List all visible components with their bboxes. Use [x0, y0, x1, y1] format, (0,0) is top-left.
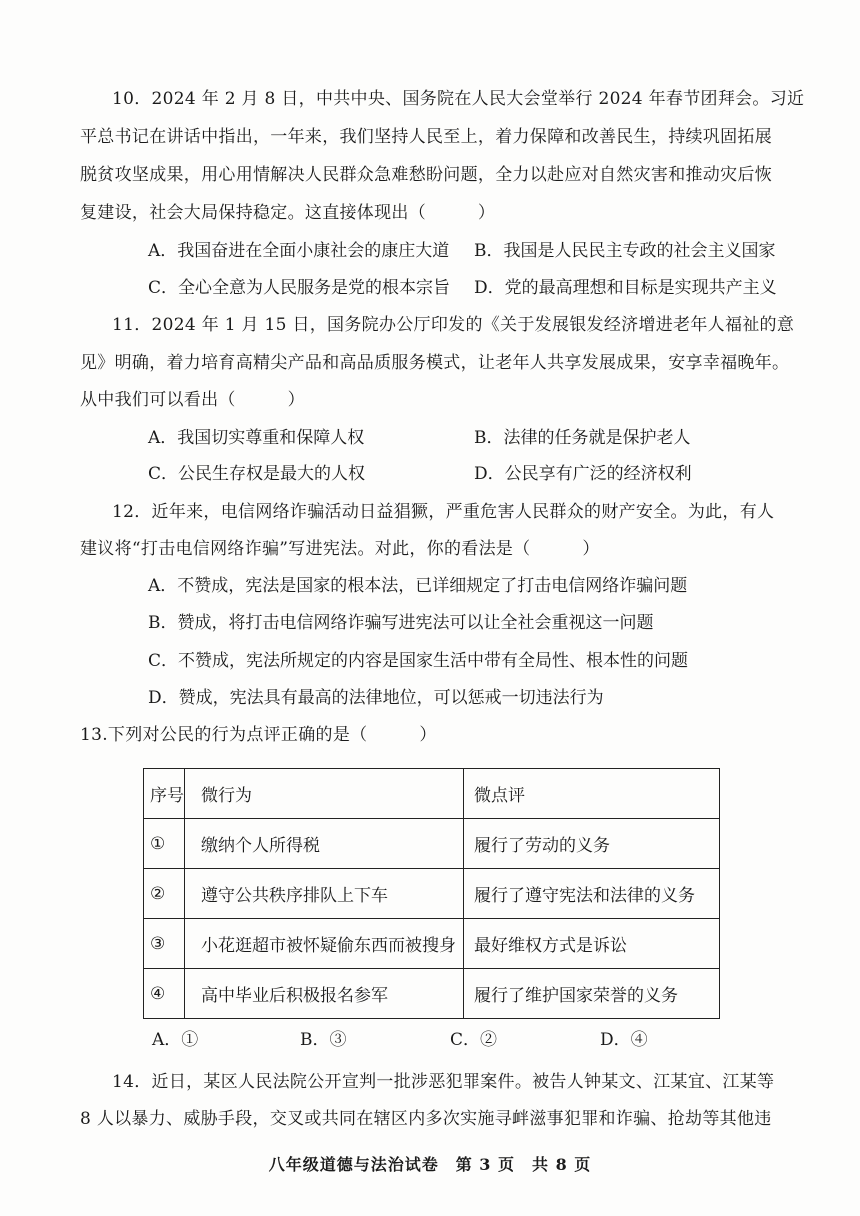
- question-10-option-c: C．全心全意为人民服务是党的根本宗旨: [148, 278, 451, 298]
- table-row: [144, 869, 720, 919]
- question-13-option-a: A．①: [152, 1030, 199, 1050]
- question-12-option-a: A．不赞成，宪法是国家的根本法，已详细规定了打击电信网络诈骗问题: [148, 576, 688, 596]
- question-10-option-b: B．我国是人民民主专政的社会主义国家: [474, 241, 776, 261]
- table-row: [144, 819, 720, 869]
- question-10-line-4: 复建设，社会大局保持稳定。这直接体现出（ ）: [80, 203, 496, 223]
- table-header-cell: 微行为: [185, 769, 464, 819]
- table-cell: 缴纳个人所得税: [185, 819, 464, 869]
- table-header-cell: 序号: [144, 769, 185, 819]
- page-footer: 八年级道德与法治试卷 第 3 页 共 8 页: [268, 1155, 592, 1174]
- question-11-option-d: D．公民享有广泛的经济权利: [474, 464, 692, 484]
- table-cell: ④: [144, 969, 185, 1019]
- question-14-line-1: 14．近日，某区人民法院公开宣判一批涉恶犯罪案件。被告人钟某文、江某宜、江某等: [112, 1072, 775, 1092]
- table-header-cell: 微点评: [464, 769, 720, 819]
- table-header-row: [144, 769, 720, 819]
- question-13-stem: 13.下列对公民的行为点评正确的是（ ）: [80, 725, 437, 745]
- table-cell: 履行了维护国家荣誉的义务: [464, 969, 720, 1019]
- question-10-option-d: D．党的最高理想和目标是实现共产主义: [474, 278, 777, 298]
- table-row: [144, 919, 720, 969]
- question-11-option-b: B．法律的任务就是保护老人: [474, 428, 691, 448]
- question-14-line-2: 8 人以暴力、威胁手段，交叉或共同在辖区内多次实施寻衅滋事犯罪和诈骗、抢劫等其他违: [80, 1109, 772, 1129]
- table-cell: 履行了劳动的义务: [464, 819, 720, 869]
- question-13-option-b: B．③: [300, 1030, 347, 1050]
- question-13-option-c: C．②: [450, 1030, 498, 1050]
- table-row: [144, 969, 720, 1019]
- question-11-option-c: C．公民生存权是最大的人权: [148, 464, 366, 484]
- table-cell: 最好维权方式是诉讼: [464, 919, 720, 969]
- table-cell: ①: [144, 819, 185, 869]
- table-cell: 履行了遵守宪法和法律的义务: [464, 869, 720, 919]
- question-12-option-b: B．赞成，将打击电信网络诈骗写进宪法可以让全社会重视这一问题: [148, 613, 654, 633]
- question-10-option-a: A．我国奋进在全面小康社会的康庄大道: [148, 241, 450, 261]
- question-11-line-3: 从中我们可以看出（ ）: [80, 390, 305, 410]
- question-11-line-2: 见》明确，着力培育高精尖产品和高品质服务模式，让老年人共享发展成果，安享幸福晚年。: [80, 353, 790, 373]
- question-10-line-1: 10．2024 年 2 月 8 日，中共中央、国务院在人民大会堂举行 2024 年春节团拜会。习近: [112, 89, 805, 109]
- table-cell: 高中毕业后积极报名参军: [185, 969, 464, 1019]
- question-12-line-1: 12．近年来，电信网络诈骗活动日益猖獗，严重危害人民群众的财产安全。为此，有人: [112, 502, 775, 522]
- question-12-option-c: C．不赞成，宪法所规定的内容是国家生活中带有全局性、根本性的问题: [148, 651, 689, 671]
- table-cell: ③: [144, 919, 185, 969]
- question-11-option-a: A．我国切实尊重和保障人权: [148, 428, 365, 448]
- question-13-option-d: D．④: [600, 1030, 648, 1050]
- question-12-line-2: 建议将“打击电信网络诈骗”写进宪法。对此，你的看法是（ ）: [80, 539, 600, 559]
- question-10-line-2: 平总书记在讲话中指出，一年来，我们坚持人民至上，着力保障和改善民生，持续巩固拓展: [80, 127, 772, 147]
- question-13-table: [143, 768, 720, 1019]
- table-cell: ②: [144, 869, 185, 919]
- question-10-line-3: 脱贫攻坚成果，用心用情解决人民群众急难愁盼问题，全力以赴应对自然灾害和推动灾后恢: [80, 165, 772, 185]
- table-cell: 遵守公共秩序排队上下车: [185, 869, 464, 919]
- question-11-line-1: 11．2024 年 1 月 15 日，国务院办公厅印发的《关于发展银发经济增进老年人福祉的意: [112, 315, 795, 335]
- question-12-option-d: D．赞成，宪法具有最高的法律地位，可以惩戒一切违法行为: [148, 688, 604, 708]
- table-cell: 小花逛超市被怀疑偷东西而被搜身: [185, 919, 464, 969]
